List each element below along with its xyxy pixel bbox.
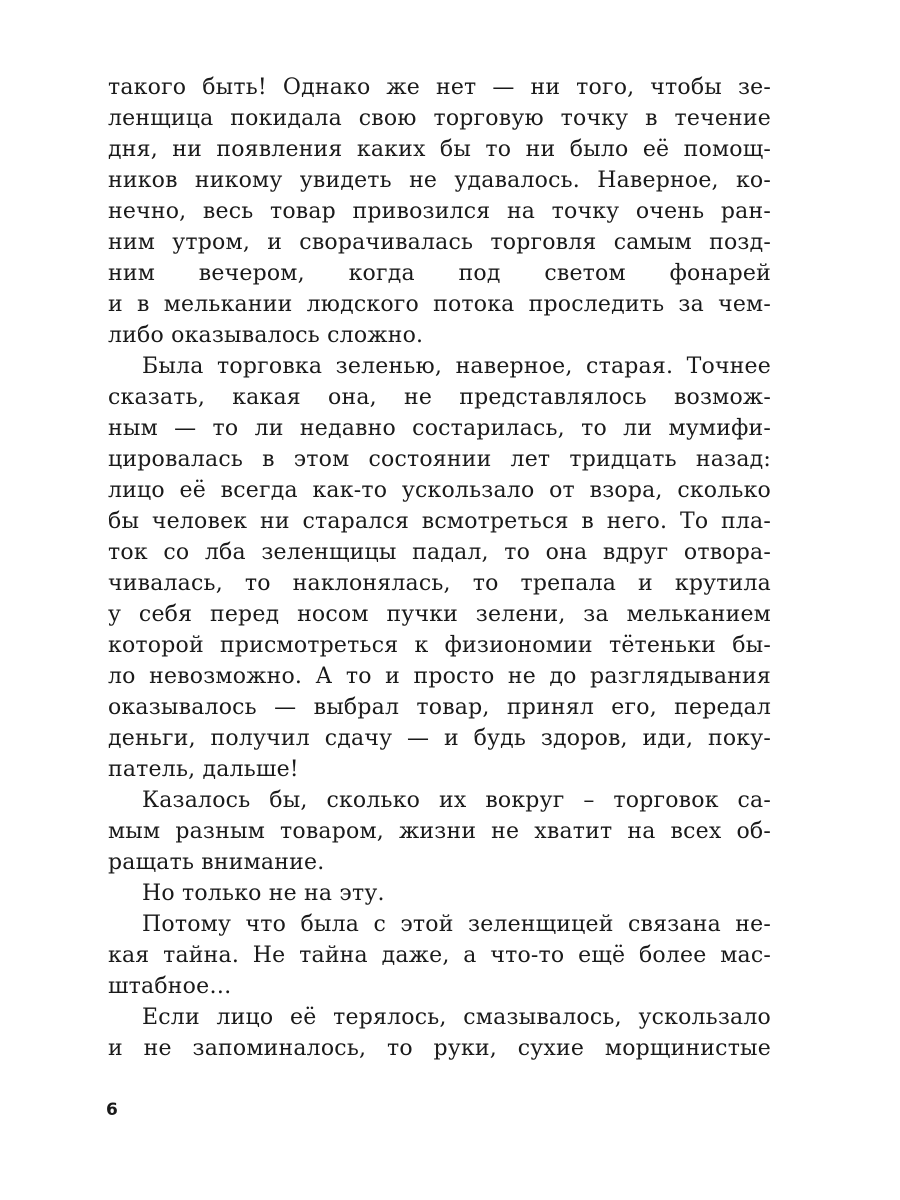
text-line: чивалась, то наклонялась, то трепала и крутила [108, 571, 771, 596]
text-line: которой присмотреться к физиономии тётеньки бы- [108, 633, 771, 658]
text-line: и не запоминалось, то руки, сухие морщинистые [108, 1036, 771, 1061]
text-line: ленщица покидала свою торговую точку в течение [108, 106, 771, 131]
text-line: лицо её всегда как-то ускользало от взора, сколько [108, 478, 771, 503]
text-line: деньги, получил сдачу — и будь здоров, иди, поку- [108, 726, 771, 751]
text-line: цировалась в этом состоянии лет тридцать назад: [108, 447, 771, 472]
text-line: ним утром, и сворачивалась торговля самым позд- [108, 230, 771, 255]
text-line: и в мелькании людского потока проследить за чем- [108, 292, 771, 317]
text-line: ращать внимание. [108, 850, 325, 875]
text-line: мым разным товаром, жизни не хватит на всех об- [108, 819, 771, 844]
text-line: дня, ни появления каких бы то ни было её помощ- [108, 137, 771, 162]
text-line: ток со лба зеленщицы падал, то она вдруг отвора- [108, 540, 771, 565]
text-line: оказывалось — выбрал товар, принял его, передал [108, 695, 771, 720]
text-line: сказать, какая она, не представлялось возмож- [108, 385, 771, 410]
text-line: кая тайна. Не тайна даже, а что-то ещё более мас- [108, 943, 771, 968]
text-line: бы человек ни старался всмотреться в него. То пла- [108, 509, 771, 534]
text-line: ло невозможно. А то и просто не до разглядывания [108, 664, 771, 689]
text-line: штабное… [108, 974, 232, 999]
text-line: ним вечером, когда под светом фонарей [108, 261, 771, 286]
text-line: Казалось бы, сколько их вокруг – торговок са- [142, 788, 771, 813]
text-line: Но только не на эту. [142, 881, 385, 906]
text-line: Была торговка зеленью, наверное, старая. Точнее [142, 354, 771, 379]
text-line: Потому что была с этой зеленщицей связана не- [142, 912, 771, 937]
text-line: Если лицо её терялось, смазывалось, ускользало [142, 1005, 771, 1030]
text-line: ников никому увидеть не удавалось. Наверное, ко- [108, 168, 771, 193]
text-line: либо оказывалось сложно. [108, 323, 424, 348]
body-text [108, 72, 771, 1064]
text-line: нечно, весь товар привозился на точку очень ран- [108, 199, 771, 224]
text-line: ным — то ли недавно состарилась, то ли мумифи- [108, 416, 771, 441]
text-line: у себя перед носом пучки зелени, за мельканием [108, 602, 771, 627]
page-number: 6 [106, 1100, 118, 1120]
text-line: такого быть! Однако же нет — ни того, чтобы зе- [108, 75, 771, 100]
text-line: патель, дальше! [108, 757, 299, 782]
